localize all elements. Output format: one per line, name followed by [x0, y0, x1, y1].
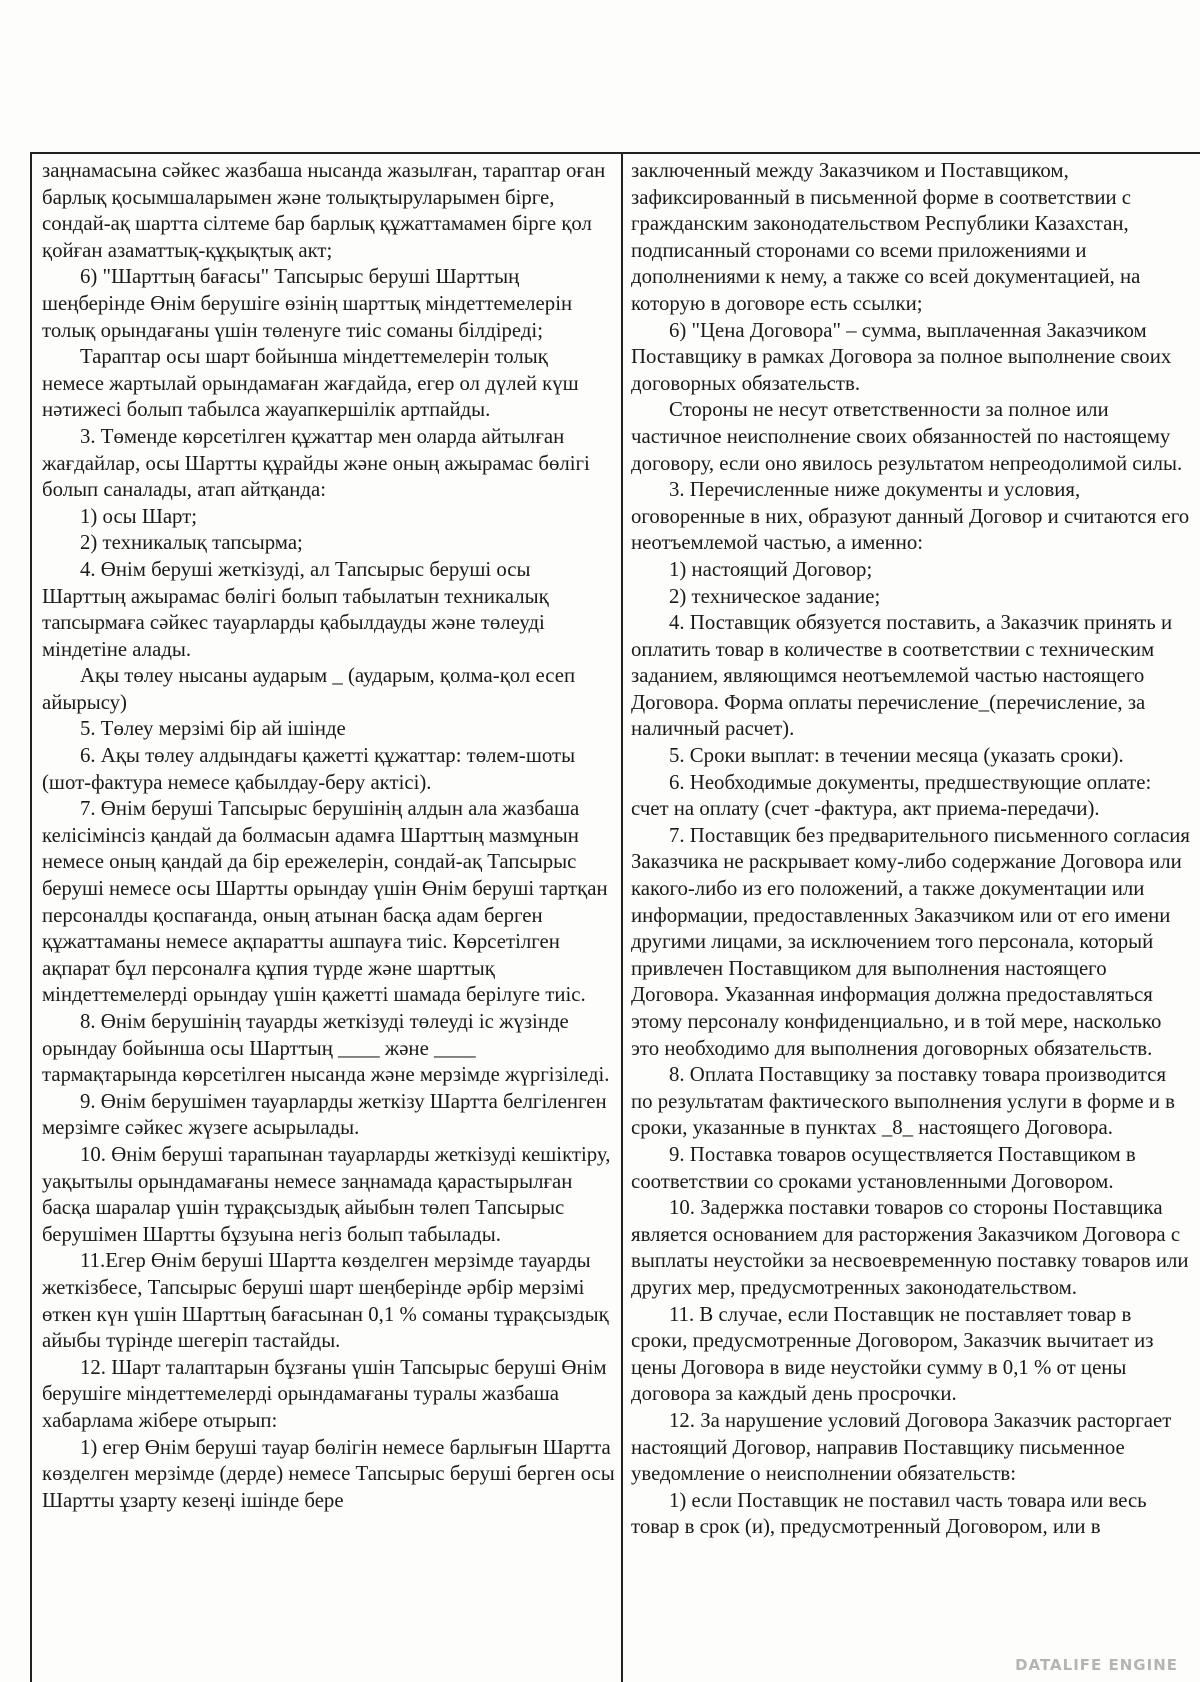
kz-paragraph: 2) техникалық тапсырма; [80, 531, 303, 555]
kz-paragraph: 10. Өнім беруші тарапынан тауарларды жеткізуді кешіктіру, уақытылы орындамағаны немесе заңнамада қарастырылған басқа шаралар үшін тұрақсыздық айыбын төлеп Тапсырыс берушімен Шартты бұзуына негіз болып табылады. [42, 1142, 611, 1246]
kz-paragraph: 3. Төменде көрсетілген құжаттар мен оларда айтылған жағдайлар, осы Шартты құрайды және оның ажырамас бөлігі болып саналады, атап айтқанда: [42, 424, 590, 502]
kz-paragraph: 5. Төлеу мерзімі бір ай ішінде [80, 717, 346, 741]
kz-paragraph: 1) осы Шарт; [80, 504, 198, 528]
ru-paragraph: 6. Необходимые документы, предшествующие оплате: счет на оплату (счет -фактура, акт приема-передачи). [631, 770, 1152, 821]
bilingual-contract-table [30, 152, 1200, 1682]
kz-paragraph: Ақы төлеу нысаны аударым _ (аударым, қолма-қол есеп айырысу) [42, 664, 576, 714]
ru-paragraph: 1) если Поставщик не поставил часть товара или весь товар в срок (и), предусмотренный Договором, или в [631, 1488, 1147, 1539]
kz-paragraph: 8. Өнім берушінің тауарды жеткізуді төлеуді іс жүзінде орындау бойынша осы Шарттың ____ және ____ тармақтарында көрсетілген нысанда және мерзімде жүргізіледі. [42, 1010, 610, 1087]
russian-column [623, 154, 1200, 1682]
ru-paragraph: 7. Поставщик без предварительного письменного согласия Заказчика не раскрывает кому-либо содержание Договора или какого-либо из его положений, а также документации или информации, предоставленных Заказчиком или от его имени другими лицами, за исключением того персонала, который привлечен Поставщиком для выполнения настоящего Договора. Указанная информация должна предоставляться этому персоналу конфиденциально, и в той мере, насколько это необходимо для выполнения договорных обязательств. [631, 823, 1190, 1060]
kazakh-column [32, 154, 623, 1682]
ru-paragraph: 10. Задержка поставки товаров со стороны Поставщика является основанием для расторжения Заказчиком Договора с выплаты неустойки за несвоевременную поставку товаров или других мер, предусмотренных законодательством. [631, 1196, 1189, 1299]
kz-paragraph: 7. Өнім беруші Тапсырыс берушінің алдын ала жазбаша келісімінсіз қандай да болмасын адамға Шарттың мазмұнын немесе оның қандай да бір ережелерін, сондай-ақ Тапсырыс беруші немесе осы Шартты орындау үшін Өнім беруші тартқан персоналды қоспағанда, оның атынан басқа адам берген құжаттаманы немесе ақпаратты ашпауға тиіс. Көрсетілген ақпарат бұл персоналға құпия түрде және шарттық міндеттемелерді орындау үшін қажетті шамада берілуге тиіс. [42, 797, 608, 1007]
watermark-text: DATALIFE ENGINE [1015, 1656, 1178, 1674]
ru-paragraph: 12. За нарушение условий Договора Заказчик расторгает настоящий Договор, направив Поставщику письменное уведомление о неисполнении обязательств: [631, 1408, 1172, 1486]
ru-paragraph: 11. В случае, если Поставщик не поставляет товар в сроки, предусмотренные Договором, Заказчик вычитает из цены Договора в виде неустойки сумму в 0,1 % от цены договора за каждый день просрочки. [631, 1302, 1154, 1406]
kz-paragraph: заңнамасына сәйкес жазбаша нысанда жазылған, тараптар оған барлық қосымшаларымен және толықтыруларымен бірге, сондай-ақ шартта сілтеме бар барлық құжаттамамен бірге қол қойған азаматтық-құқықтық акт; [42, 159, 606, 262]
kz-paragraph: Тараптар осы шарт бойынша міндеттемелерін толық немесе жартылай орындамаған жағдайда, егер ол дүлей күш нәтижесі болып табылса жауапкершілік артпайды. [42, 345, 579, 422]
ru-paragraph: 2) техническое задание; [669, 584, 881, 608]
kz-paragraph: 6. Ақы төлеу алдындағы қажетті құжаттар: төлем-шоты (шот-фактура немесе қабылдау-беру актісі). [42, 744, 576, 794]
kz-paragraph: 11.Егер Өнім беруші Шартта көзделген мерзімде тауарды жеткізбесе, Тапсырыс беруші шарт шеңберінде әрбір мерзімі өткен күн үшін Шарттың бағасынан 0,1 % соманы тұрақсыздық айыбы түрінде шегеріп тастайды. [42, 1249, 609, 1353]
kz-paragraph: 12. Шарт талаптарын бұзғаны үшін Тапсырыс беруші Өнім берушіге міндеттемелерді орындамағаны туралы жазбаша хабарлама жібере отырып: [42, 1355, 607, 1432]
ru-paragraph: 9. Поставка товаров осуществляется Поставщиком в соответствии со сроками установленными Договором. [631, 1142, 1136, 1193]
ru-paragraph: заключенный между Заказчиком и Поставщиком, зафиксированный в письменной форме в соответствии с гражданским законодательством Республики Казахстан, подписанный сторонами со всеми приложениями и дополнениями к нему, а также со всей документацией, на которую в договоре есть ссылки; [631, 159, 1141, 315]
ru-paragraph: 5. Сроки выплат: в течении месяца (указать сроки). [669, 744, 1124, 768]
ru-paragraph: 1) настоящий Договор; [669, 557, 873, 581]
kz-paragraph: 9. Өнім берушімен тауарларды жеткізу Шартта белгіленген мерзімге сәйкес жүзеге асырылады. [42, 1089, 607, 1140]
kz-paragraph: 4. Өнім беруші жеткізуді, ал Тапсырыс беруші осы Шарттың ажырамас бөлігі болып табылатын техникалық тапсырмаға сәйкес тауарларды қабылдауды және төлеуді міндетіне алады. [42, 557, 549, 661]
kz-paragraph: 6) "Шарттың бағасы" Тапсырыс беруші Шарттың шеңберінде Өнім берушіге өзінің шарттық міндеттемелерін толық орындағаны үшін төленуге тиіс соманы білдіреді; [42, 265, 573, 342]
ru-paragraph: 6) "Цена Договора" – сумма, выплаченная Заказчиком Поставщику в рамках Договора за полное выполнение своих договорных обязательств. [631, 318, 1172, 395]
ru-paragraph: Стороны не несут ответственности за полное или частичное неисполнение своих обязанностей по настоящему договору, если оно явилось результатом непреодолимой силы. [631, 398, 1183, 475]
ru-paragraph: 8. Оплата Поставщику за поставку товара производится по результатам фактического выполнения услуги в форме и в сроки, указанные в пунктах _8_ настоящего Договора. [631, 1063, 1175, 1140]
ru-paragraph: 4. Поставщик обязуется поставить, а Заказчик принять и оплатить товар в количестве в соответствии с техническим заданием, являющимся неотъемлемой частью настоящего Договора. Форма оплаты перечисление_(перечисление, за наличный расчет). [631, 611, 1173, 741]
ru-paragraph: 3. Перечисленные ниже документы и условия, оговоренные в них, образуют данный Договор и считаются его неотъемлемой частью, а именно: [631, 478, 1190, 555]
kz-paragraph: 1) егер Өнім беруші тауар бөлігін немесе барлығын Шартта көзделген мерзімде (дерде) немесе Тапсырыс беруші берген осы Шартты ұзарту кезеңі ішінде бере [42, 1435, 615, 1512]
